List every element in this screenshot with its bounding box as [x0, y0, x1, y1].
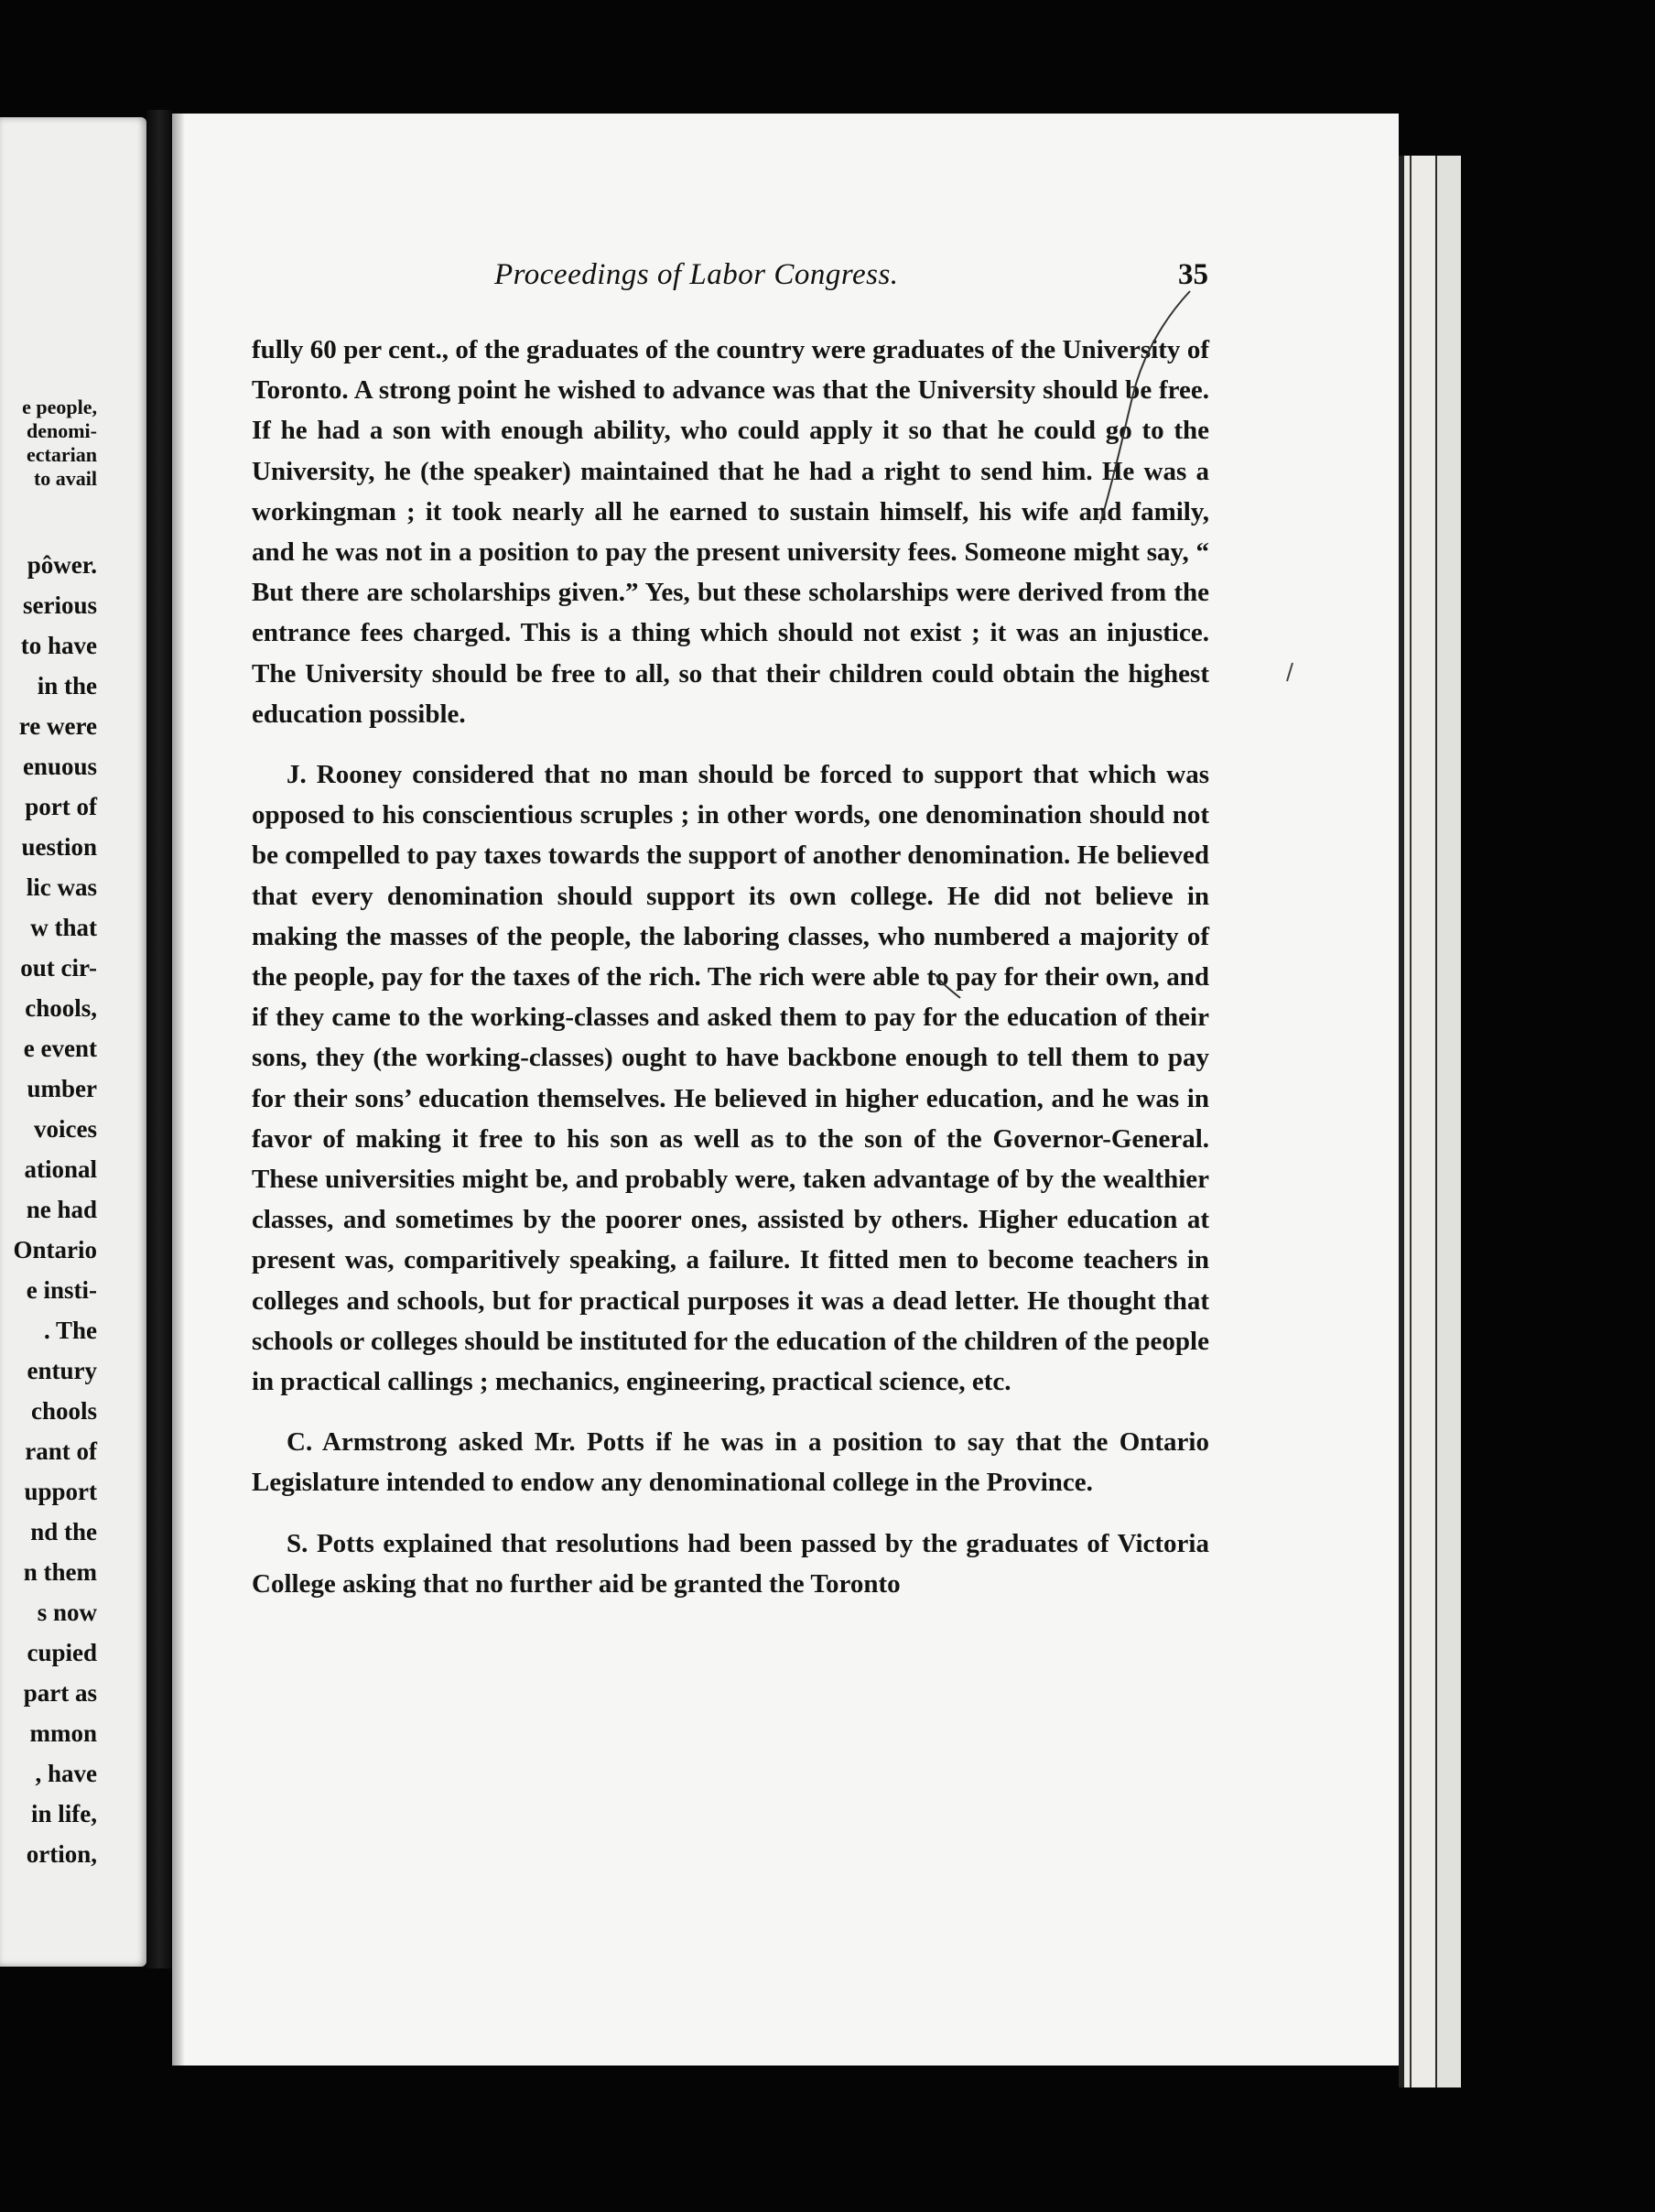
left-page-line: uestion — [21, 833, 97, 861]
paragraph: C. Armstrong asked Mr. Potts if he was in a position to say that the Ontario Legislature intended to endow any denominational college in the Province. — [252, 1427, 1209, 1498]
left-page-line: e event — [23, 1035, 97, 1062]
left-page-line: denomi- — [27, 419, 97, 442]
body-text — [252, 330, 1209, 1604]
left-page-line: ne had — [26, 1196, 97, 1223]
left-page-line: in life, — [31, 1800, 97, 1827]
left-page-line: part as — [23, 1679, 97, 1707]
paragraph: S. Potts explained that resolutions had been passed by the graduates of Victoria College asking that no further aid be granted the Toronto — [252, 1528, 1209, 1599]
page-gutter-shadow — [172, 114, 185, 2066]
left-page-line: mmon — [29, 1719, 97, 1747]
left-page-line: to avail — [33, 467, 97, 490]
left-page-line: enuous — [22, 753, 97, 780]
left-page-line: to have — [20, 632, 97, 659]
left-page-line: Ontario — [13, 1236, 97, 1263]
page-stack-edge — [1399, 156, 1461, 2087]
left-page-line: re were — [18, 712, 97, 740]
left-page-line: out cir- — [20, 954, 97, 981]
left-page-line: e people, — [22, 396, 97, 418]
book-gutter — [146, 110, 172, 1968]
left-page-line: cupied — [27, 1639, 97, 1666]
left-page-line: in the — [37, 672, 97, 699]
left-page-line: ational — [24, 1155, 97, 1183]
left-page-line: port of — [25, 793, 97, 820]
page-header — [494, 258, 1208, 300]
left-page-line: w that — [30, 914, 97, 941]
left-page-line: , have — [35, 1760, 97, 1787]
left-page-line: chools, — [25, 994, 97, 1022]
paragraph: fully 60 per cent., of the graduates of the country were graduates of the University of Toronto. A strong point he wished to advance was that the University should be free. If he had a son with enough ability, who could apply it so that he could go to the University, he (the speaker) maintained that he had a right to send him. He was a workingman ; it took nearly all he earned to sustain himself, his wife and family, and he was not in a position to pay the present university fees. Someone might say, “ But there are scholarships given.” Yes, but these scholarships were derived from the entrance fees charged. This is a thing which should not exist ; it was an injustice. The University should be free to all, so that their children could obtain the highest education possible. — [252, 335, 1209, 729]
left-page-line: umber — [27, 1075, 97, 1102]
left-page-line: chools — [30, 1397, 97, 1425]
left-page-line: nd the — [30, 1518, 97, 1545]
left-page-line: n them — [23, 1558, 97, 1586]
left-page-line: pôwer. — [27, 551, 97, 579]
paragraph: J. Rooney considered that no man should be forced to support that which was opposed to his conscientious scruples ; in other words, one denomination should not be compelled to pay taxes towards the support of another denomination. He believed that every denomination should support its own college. He did not believe in making the masses of the people, the laboring classes, who numbered a majority of the people, pay for the taxes of the rich. The rich were able to pay for their own, and if they came to the working-classes and asked them to pay for the education of their sons, they (the working-classes) ought to have backbone enough to tell them to pay for their sons’ education themselves. He believed in higher education, and he was in favor of making it free to his son as well as to the son of the Governor-General. These universities might be, and probably were, taken advantage of by the wealthier classes, and sometimes by the poorer ones, assisted by others. Higher education at present was, comparitively speaking, a failure. It fitted men to become teachers in colleges and schools, but for practical purposes it was a dead letter. He thought that schools or colleges should be instituted for the education of the children of the people in practical callings ; mechanics, engineering, practical science, etc. — [252, 760, 1209, 1397]
left-page-line: e insti- — [26, 1276, 97, 1304]
left-page-line: entury — [27, 1357, 97, 1384]
left-page-line: rant of — [25, 1437, 97, 1465]
left-page-line: . The — [43, 1317, 97, 1344]
left-page-line: ectarian — [27, 443, 97, 466]
left-page-line: serious — [23, 591, 97, 619]
left-page-line: upport — [24, 1478, 97, 1505]
page-number: 35 — [1178, 258, 1208, 291]
left-facing-page — [0, 117, 146, 1967]
left-page-line: lic was — [26, 873, 97, 901]
running-head: Proceedings of Labor Congress. — [494, 258, 899, 291]
left-page-line: voices — [34, 1115, 97, 1143]
left-page-line: s now — [37, 1599, 97, 1626]
left-page-line: ortion, — [26, 1840, 97, 1868]
